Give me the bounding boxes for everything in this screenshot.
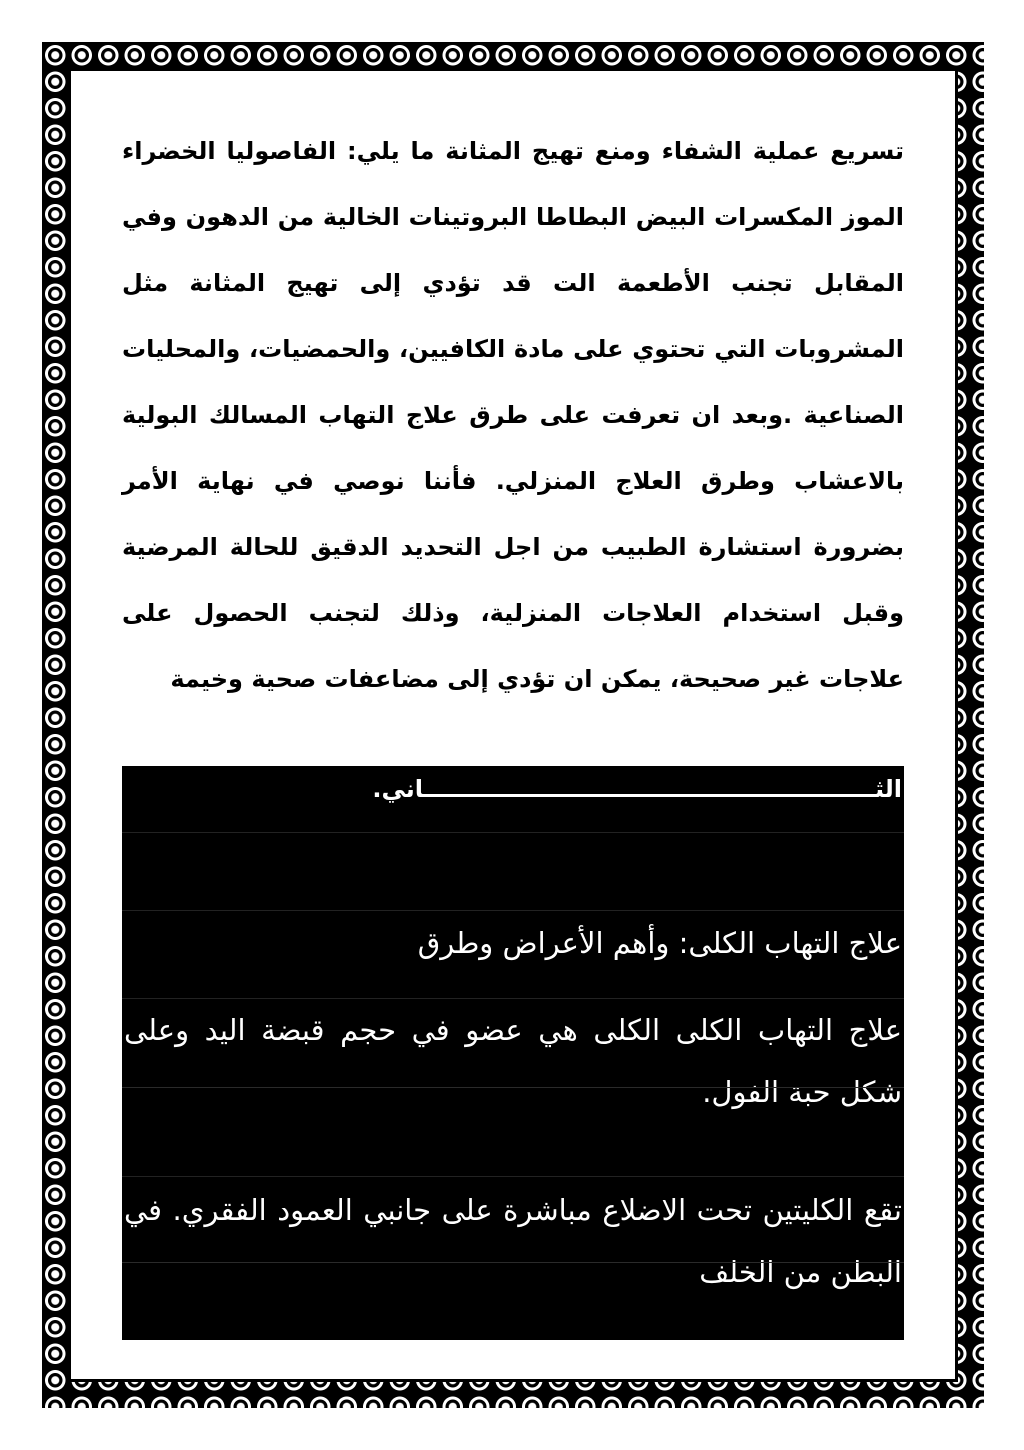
kidney-location: تقع الكليتين تحت الاضلاع مباشرة على جانبي العمود الفقري. في البطن من الخلف [122, 1176, 904, 1343]
section-heading: الثـــــــــــــــــــــــــــــــــــــــــــــــــــــــاني. [372, 775, 902, 803]
section-subheading: علاج التهاب الكلى: وأهم الأعراض وطرق [122, 910, 904, 999]
dark-text-box [122, 766, 904, 1340]
row-divider [122, 1262, 904, 1263]
kidney-description: علاج التهاب الكلى الكلى هي عضو في حجم قبضة اليد وعلى شكل حبة الفول. [122, 998, 904, 1177]
row-divider [122, 1087, 904, 1088]
body-paragraph: تسريع عملية الشفاء ومنع تهيج المثانة ما يلي: الفاصوليا الخضراء الموز المكسرات البيض البطاطا البروتينات الخالية من الدهون وفي المقابل تجنب الأطعمة الت قد تؤدي إلى تهيج المثانة مثل المشروبات التي تحتوي على مادة الكافيين، والحمضيات، والمحليات الصناعية .وبعد ان تعرفت على طرق علاج التهاب المسالك البولية بالاعشاب وطرق العلاج المنزلي. فأننا نوصي في نهاية الأمر بضرورة استشارة الطبيب من اجل التحديد الدقيق للحالة المرضية وقبل استخدام العلاجات المنزلية، وذلك لتجنب الحصول على علاجات غير صحيحة، يمكن ان تؤدي إلى مضاعفات صحية وخيمة [122, 137, 904, 693]
empty-row [122, 832, 904, 911]
